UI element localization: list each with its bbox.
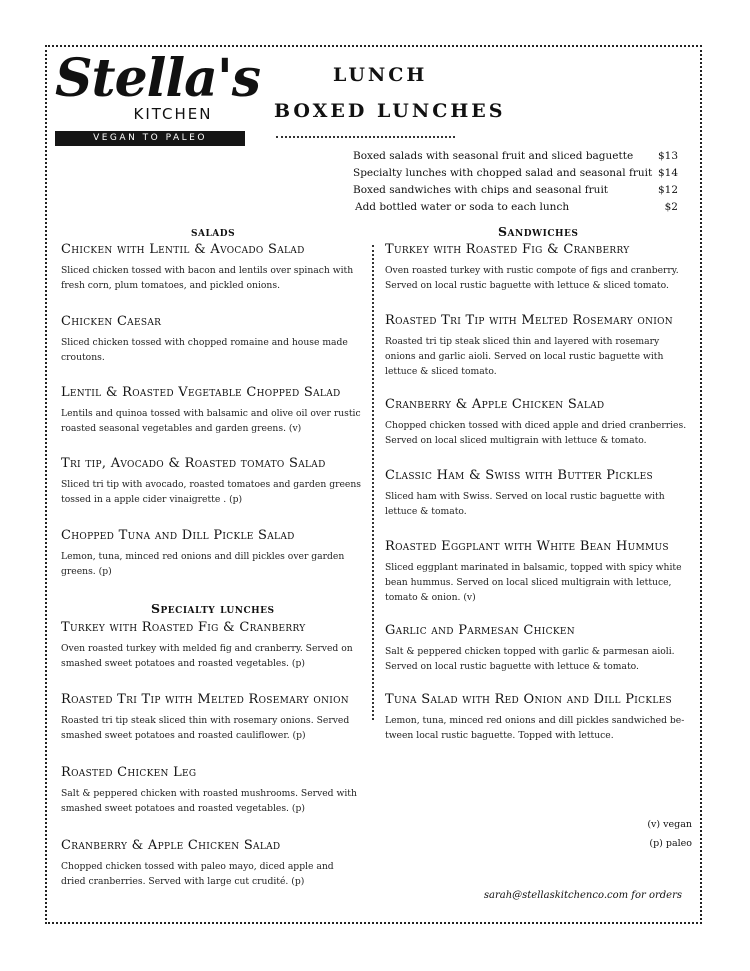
item-description: Lemon, tuna, minced red onions and dill pickles over garden greens. (p)	[61, 551, 345, 577]
heading-boxed-lunches: BOXED LUNCHES	[274, 100, 506, 122]
item-title: Tuna Salad with Red Onion and Dill Pickles	[385, 692, 672, 707]
item-description: Salt & peppered chicken with roasted mushrooms. Served with smashed sweet potatoes and roasted vegetables. (p)	[61, 788, 357, 814]
item-description: Chopped chicken tossed with diced apple and dried cranberries. Served on local sliced multigrain with lettuce & tomato.	[385, 420, 687, 446]
price-value: $12	[657, 184, 678, 196]
price-row	[353, 199, 678, 216]
menu-item	[385, 242, 690, 293]
item-title: Roasted Tri Tip with Melted Rosemary onion	[385, 313, 673, 328]
orders-email: sarah@stellaskitchenco.com for orders	[483, 890, 682, 901]
item-title: Roasted Tri Tip with Melted Rosemary onion	[61, 692, 349, 707]
item-description: Oven roasted turkey with melded fig and cranberry. Served on smashed sweet potatoes and roasted vegetables. (p)	[61, 643, 353, 669]
menu-item	[385, 692, 690, 743]
item-title: Chicken Caesar	[61, 314, 162, 329]
menu-item	[385, 397, 690, 448]
item-title: Roasted Eggplant with White Bean Hummus	[385, 539, 669, 554]
item-title: Garlic and Parmesan Chicken	[385, 623, 575, 638]
menu-item	[61, 456, 361, 507]
item-description: Salt & peppered chicken topped with garlic & parmesan aioli. Served on local rustic baguette with lettuce & tomato.	[385, 646, 675, 672]
menu-item	[385, 539, 690, 605]
price-row	[353, 182, 678, 199]
section-title-salads: salads	[191, 224, 236, 239]
item-description: Sliced eggplant marinated in balsamic, topped with spicy white bean hummus. Served on local sliced multigrain with lettuce, tomato & onion. (v)	[385, 562, 682, 603]
item-description: Roasted tri tip steak sliced thin with rosemary onions. Served smashed sweet potatoes and roasted cauliflower. (p)	[61, 715, 350, 741]
item-title: Chopped Tuna and Dill Pickle Salad	[61, 528, 295, 543]
legend-paleo: (p) paleo	[649, 838, 692, 849]
heading-lunch: LUNCH	[333, 64, 428, 86]
menu-item	[61, 528, 361, 579]
menu-item	[385, 623, 690, 674]
item-description: Lentils and quinoa tossed with balsamic and olive oil over rustic roasted seasonal vegetables and garden greens. (v)	[61, 408, 361, 434]
item-title: Lentil & Roasted Vegetable Chopped Salad	[61, 385, 341, 400]
menu-item	[61, 692, 361, 743]
menu-item	[385, 468, 690, 519]
column-divider	[372, 245, 374, 720]
logo-subtitle: KITCHEN	[133, 105, 213, 123]
menu-item	[61, 620, 361, 671]
menu-item	[61, 242, 361, 293]
item-title: Cranberry & Apple Chicken Salad	[61, 838, 281, 853]
logo	[55, 48, 261, 150]
pricing-list	[353, 148, 678, 216]
item-description: Lemon, tuna, minced red onions and dill pickles sandwiched be-tween local rustic baguette. Topped with lettuce.	[385, 715, 685, 741]
menu-item	[385, 313, 690, 379]
section-title-specialty: Specialty lunches	[151, 601, 275, 616]
price-value: $2	[664, 201, 678, 213]
item-title: Turkey with Roasted Fig & Cranberry	[385, 242, 630, 257]
price-label: Boxed salads with seasonal fruit and sliced baguette	[353, 150, 634, 162]
legend-vegan: (v) vegan	[647, 819, 692, 830]
item-description: Chopped chicken tossed with paleo mayo, diced apple and dried cranberries. Served with large cut crudité. (p)	[61, 861, 334, 887]
price-label: Boxed sandwiches with chips and seasonal fruit	[353, 184, 609, 196]
menu-item	[61, 314, 361, 365]
item-title: Roasted Chicken Leg	[61, 765, 197, 780]
item-description: Roasted tri tip steak sliced thin and layered with rosemary onions and garlic aioli. Served on local rustic baguette with lettuce & sliced tomato.	[385, 336, 664, 377]
item-title: Cranberry & Apple Chicken Salad	[385, 397, 605, 412]
dotted-rule	[276, 136, 455, 138]
logo-script: Stella's	[55, 48, 261, 109]
item-description: Oven roasted turkey with rustic compote of figs and cranberry. Served on local rustic baguette with lettuce & sliced tomato.	[385, 265, 679, 291]
menu-item	[61, 385, 361, 436]
price-row	[353, 148, 678, 165]
item-title: Chicken with Lentil & Avocado Salad	[61, 242, 305, 257]
price-row	[353, 165, 678, 182]
item-description: Sliced ham with Swiss. Served on local rustic baguette with lettuce & tomato.	[385, 491, 665, 517]
item-title: Tri tip, Avocado & Roasted tomato Salad	[61, 456, 326, 471]
price-label: Add bottled water or soda to each lunch	[355, 201, 570, 213]
logo-tagline: VEGAN TO PALEO	[55, 131, 245, 146]
item-description: Sliced chicken tossed with bacon and lentils over spinach with fresh corn, plum tomatoes, and pickled onions.	[61, 265, 354, 291]
price-label: Specialty lunches with chopped salad and seasonal fruit	[353, 167, 653, 179]
item-title: Turkey with Roasted Fig & Cranberry	[61, 620, 306, 635]
item-description: Sliced chicken tossed with chopped romaine and house made croutons.	[61, 337, 348, 363]
item-description: Sliced tri tip with avocado, roasted tomatoes and garden greens tossed in a apple cider vinaigrette . (p)	[61, 479, 361, 505]
menu-item	[61, 838, 361, 889]
section-title-sandwiches: Sandwiches	[498, 224, 579, 239]
price-value: $14	[657, 167, 678, 179]
price-value: $13	[657, 150, 678, 162]
item-title: Classic Ham & Swiss with Butter Pickles	[385, 468, 653, 483]
menu-item	[61, 765, 361, 816]
